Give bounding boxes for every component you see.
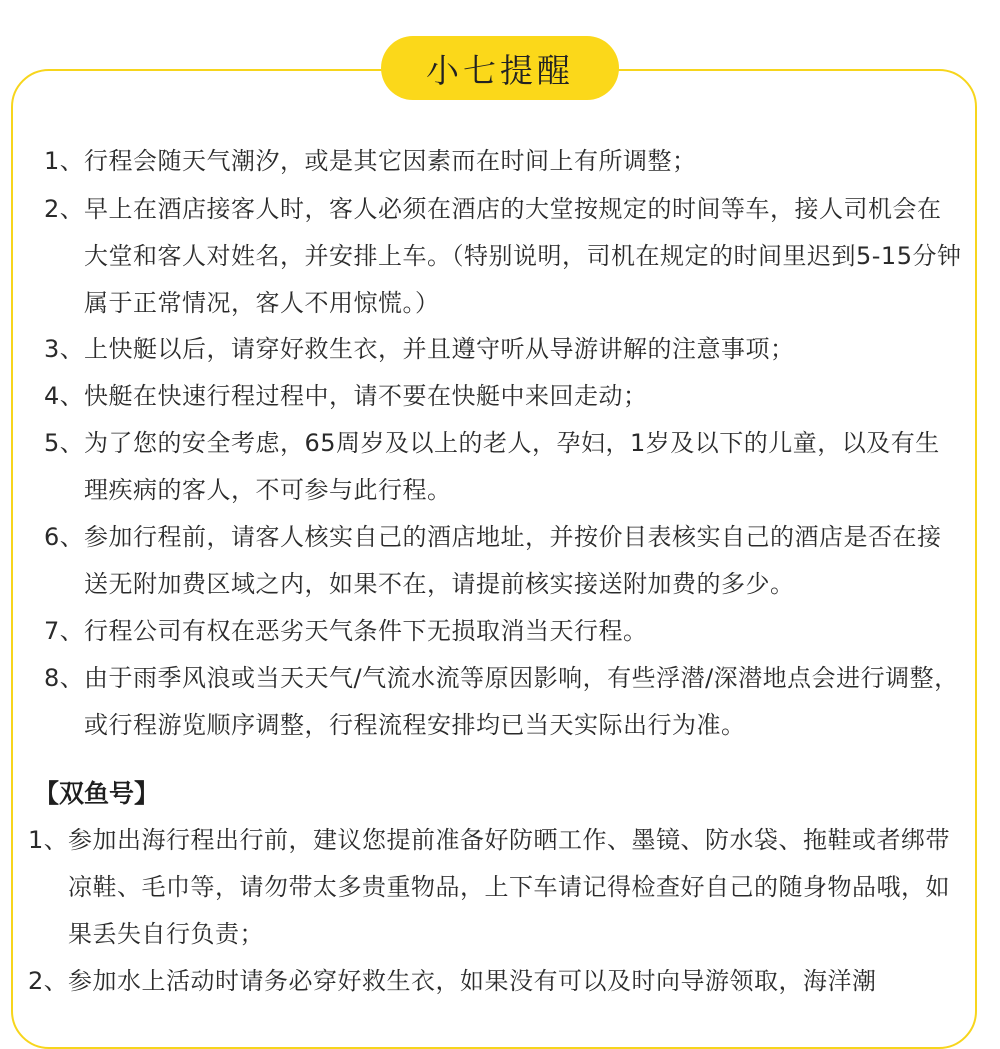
- section-item-text: 参加出海行程出行前，建议您提前准备好防晒工作、墨镜、防水袋、拖鞋或者绑带凉鞋、毛巾等，请勿带太多贵重物品，上下车请记得检查好自己的随身物品哦，如果丢失自行负责；: [68, 826, 950, 948]
- tip-item: [44, 655, 964, 749]
- tip-text: 上快艇以后，请穿好救生衣，并且遵守听从导游讲解的注意事项；: [84, 335, 795, 363]
- tip-text: 行程公司有权在恶劣天气条件下无损取消当天行程。: [84, 617, 648, 645]
- section-item: [28, 958, 958, 1005]
- section-item-text: 参加水上活动时请务必穿好救生衣，如果没有可以及时向导游领取，海洋潮: [68, 967, 877, 995]
- tip-text: 快艇在快速行程过程中，请不要在快艇中来回走动；: [84, 382, 648, 410]
- tip-text: 行程会随天气潮汐，或是其它因素而在时间上有所调整；: [84, 147, 697, 175]
- section-heading: 【双鱼号】: [34, 779, 160, 808]
- tip-number: 2、: [44, 195, 85, 223]
- tip-text: 为了您的安全考虑，65周岁及以上的老人，孕妇，1岁及以下的儿童，以及有生理疾病的客人，不可参与此行程。: [84, 429, 940, 504]
- tip-item: [44, 608, 964, 655]
- tip-text: 早上在酒店接客人时，客人必须在酒店的大堂按规定的时间等车，接人司机会在大堂和客人对姓名，并安排上车。（特别说明，司机在规定的时间里迟到5-15分钟属于正常情况，客人不用惊慌。）: [84, 195, 962, 317]
- tip-number: 4、: [44, 382, 85, 410]
- tip-number: 8、: [44, 664, 85, 692]
- tip-text: 由于雨季风浪或当天天气/气流水流等原因影响，有些浮潜/深潜地点会进行调整，或行程游览顺序调整，行程流程安排均已当天实际出行为准。: [84, 664, 959, 739]
- card-title: 小七提醒: [381, 36, 619, 100]
- tip-number: 3、: [44, 335, 85, 363]
- tip-item: [44, 514, 964, 608]
- tip-number: 6、: [44, 523, 85, 551]
- tip-text: 参加行程前，请客人核实自己的酒店地址，并按价目表核实自己的酒店是否在接送无附加费区域之内，如果不在，请提前核实接送附加费的多少。: [84, 523, 942, 598]
- tip-item: [44, 373, 964, 420]
- tip-item: [44, 138, 964, 185]
- tip-number: 7、: [44, 617, 85, 645]
- tip-item: [44, 420, 964, 514]
- tip-item: [44, 326, 964, 373]
- section-item-number: 2、: [28, 967, 69, 995]
- section-item-number: 1、: [28, 826, 69, 854]
- tip-item: [44, 186, 964, 327]
- section-item: [28, 817, 958, 958]
- tip-number: 1、: [44, 147, 85, 175]
- tip-number: 5、: [44, 429, 85, 457]
